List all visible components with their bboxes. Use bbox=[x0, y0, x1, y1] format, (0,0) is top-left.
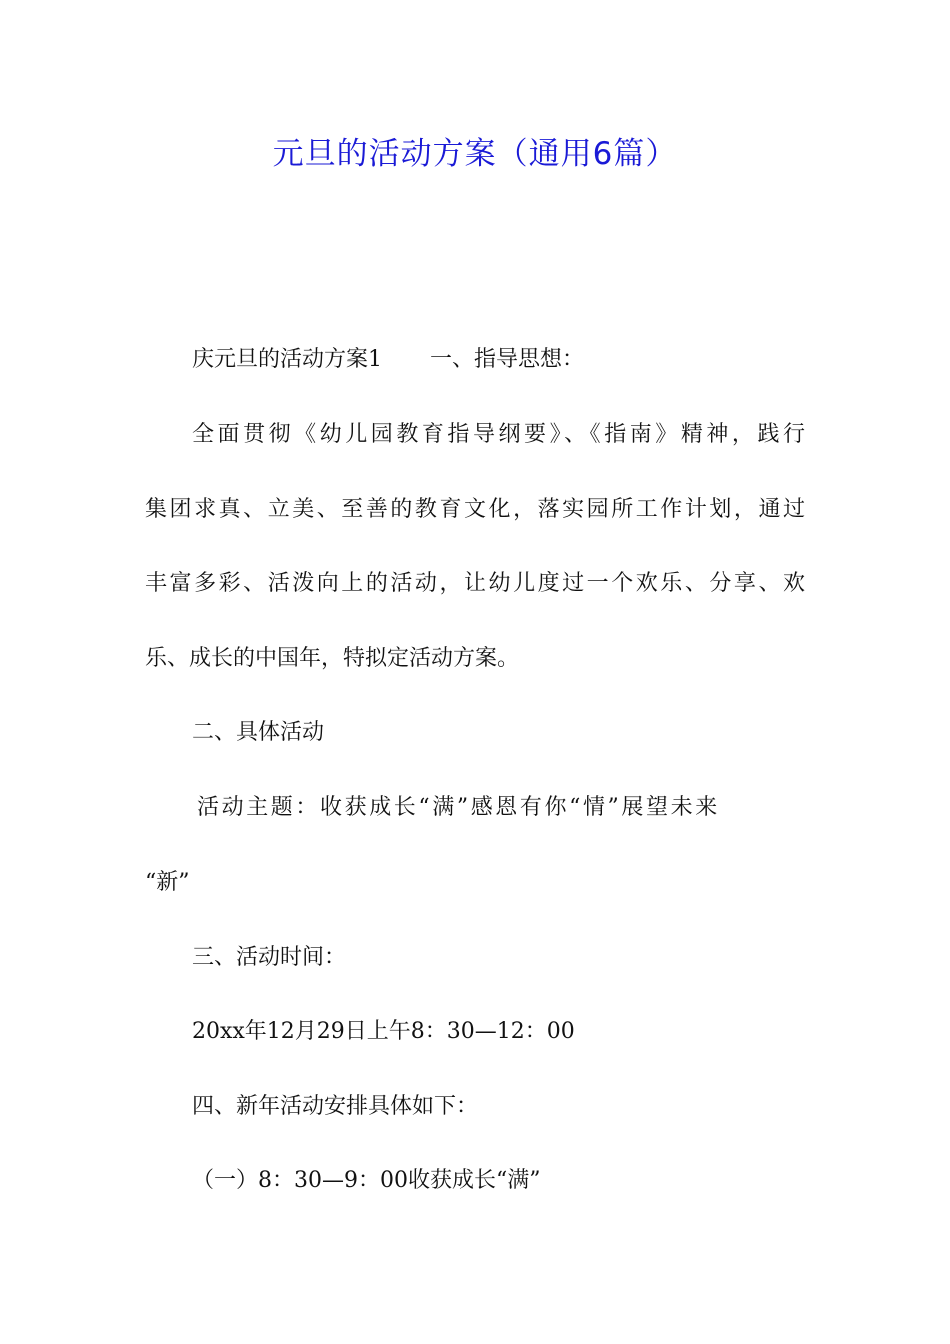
paragraph-text: 全面贯彻《幼儿园教育指导纲要》、《指南》精神，践行 bbox=[192, 422, 809, 447]
activity-theme-line-continued: “新” bbox=[145, 870, 190, 895]
plan-heading: 庆元旦的活动方案1 bbox=[192, 347, 382, 372]
paragraph-line bbox=[145, 644, 519, 674]
document-title: 元旦的活动方案（通用6篇） bbox=[272, 136, 678, 172]
activity-theme-line: 活动主题：收获成长“满”感恩有你“情”展望未来 bbox=[197, 795, 720, 820]
paragraph-line bbox=[192, 420, 809, 450]
section-heading-schedule: 四、新年活动安排具体如下： bbox=[192, 1094, 479, 1119]
paragraph-text: 集团求真、立美、至善的教育文化，落实园所工作计划，通过 bbox=[145, 497, 808, 522]
paragraph-line bbox=[145, 569, 808, 599]
paragraph-text: 丰富多彩、活泼向上的活动，让幼儿度过一个欢乐、分享、欢 bbox=[145, 571, 808, 596]
section-heading-time: 三、活动时间： bbox=[192, 945, 347, 970]
paragraph-text: 乐、成长的中国年，特拟定活动方案。 bbox=[145, 646, 520, 671]
schedule-item: （一）8：30—9：00收获成长“满” bbox=[192, 1168, 541, 1193]
section-heading-guiding-ideology: 一、指导思想： bbox=[430, 347, 585, 372]
paragraph-line bbox=[145, 495, 808, 525]
heading-line bbox=[192, 345, 584, 375]
section-heading-activities: 二、具体活动 bbox=[192, 720, 325, 745]
activity-time: 20xx年12月29日上午8：30—12：00 bbox=[192, 1019, 575, 1044]
